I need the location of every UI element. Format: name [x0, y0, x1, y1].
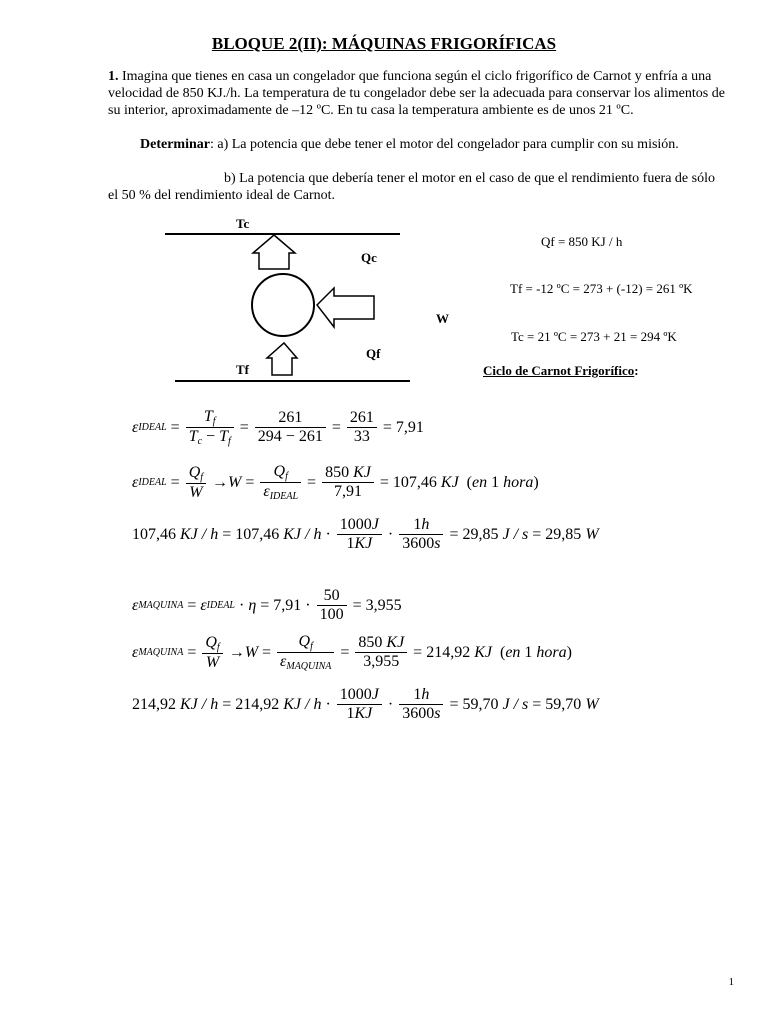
- part-a: [108, 136, 728, 153]
- equation-3: 107,46 KJ / h = 107,46 KJ / h · $\frac{1000J}{1KJ}$ · $\frac{1h}{3600s}$ = 29,85 J / s = 29,85 W: [132, 516, 599, 552]
- given-tc: Tc = 21 ºC = 273 + 21 = 294 ºK: [511, 329, 677, 344]
- label-w: W: [436, 311, 449, 326]
- part-a-text: : a) La potencia que debe tener el motor del congelador para cumplir con su misión.: [209, 137, 679, 152]
- label-tc: Tc: [236, 216, 250, 231]
- part-b: b) La potencia que debería tener el motor en el caso de que el rendimiento fuera de sólo el 50 % del rendimiento ideal de Carnot.: [108, 171, 715, 203]
- page-title: BLOQUE 2(II): MÁQUINAS FRIGORÍFICAS: [211, 34, 557, 53]
- determine-label: Determinar: [140, 137, 210, 152]
- equation-2: ε IDEAL = $\frac{Q_f}{W}$ → W = $\frac{Q_f}{\varepsilon_{IDEAL}}$ = $\frac{850 KJ}{7,91}$ = 107,46 KJ ( en 1 hora ): [132, 463, 539, 502]
- problem-statement: [108, 68, 728, 119]
- given-tf: Tf = -12 ºC = 273 + (-12) = 261 ºK: [510, 281, 693, 296]
- carnot-diagram: [160, 225, 420, 390]
- equation-4: ε MAQUINA = ε IDEAL · η = 7,91 · $\frac{50}{100}$ = 3,955: [132, 587, 402, 623]
- label-tf: Tf: [236, 362, 249, 377]
- problem-text: Imagina que tienes en casa un congelador que funciona según el ciclo frigorífico de Carnot y enfría a una velocidad de 850 KJ./h. La temperatura de tu congelador debe ser la adecuada para conservar los alimentos de su interior, aproximadamente de –12 ºC. En tu casa la temperatura ambiente es de unos 21 ºC.: [108, 69, 725, 118]
- cycle-title: Ciclo de Carnot Frigorífico:: [483, 363, 639, 378]
- qc-arrow-icon: [253, 235, 295, 269]
- equation-5: ε MAQUINA = $\frac{Q_f}{W}$ → W = $\frac{Q_f}{\varepsilon_{MAQUINA}}$ = $\frac{850 KJ}{3,955}$ = 214,92 KJ ( en 1 hora ): [132, 633, 572, 672]
- equation-6: 214,92 KJ / h = 214,92 KJ / h · $\frac{1000J}{1KJ}$ · $\frac{1h}{3600s}$ = 59,70 J / s = 59,70 W: [132, 686, 599, 722]
- given-qf: Qf = 850 KJ / h: [541, 234, 623, 249]
- work-arrow-icon: [317, 288, 374, 327]
- label-qf: Qf: [366, 346, 381, 361]
- qf-arrow-icon: [267, 343, 297, 375]
- problem-number: 1.: [108, 69, 119, 84]
- equation-1: ε IDEAL = $\frac{T_f}{T_c - T_f}$ = $\frac{261}{294 - 261}$ = $\frac{261}{33}$ = 7,91: [132, 408, 424, 447]
- page-number: 1: [728, 976, 734, 988]
- heat-pump-icon: [252, 274, 314, 336]
- label-qc: Qc: [361, 250, 377, 265]
